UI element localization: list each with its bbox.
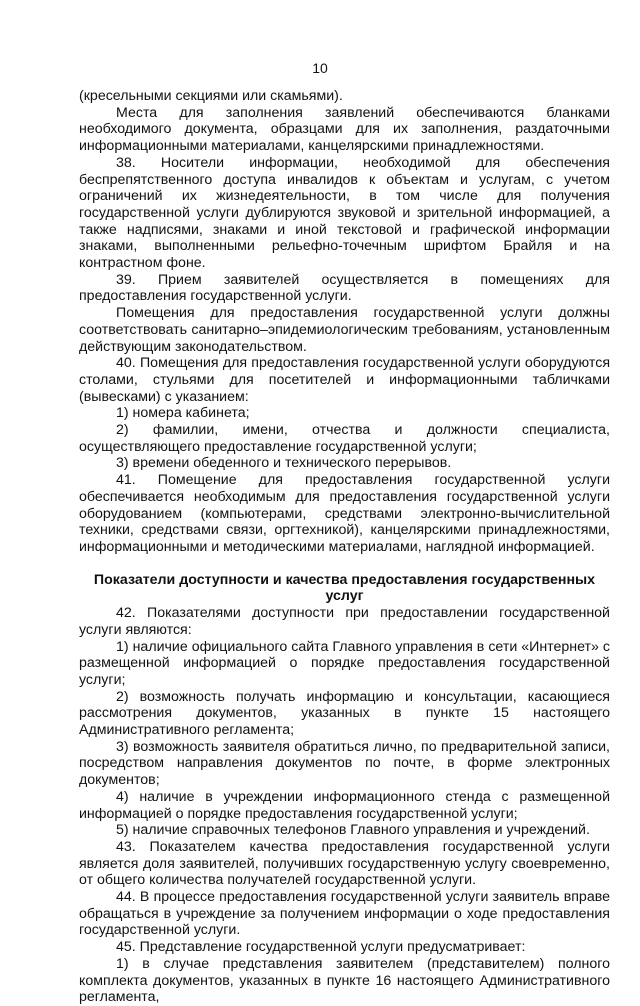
list-item: 4) наличие в учреждении информационного стенда с размещенной информацией о порядке предоставления государственной услуги;	[79, 788, 610, 822]
list-item: 2) возможность получать информацию и консультации, касающиеся рассмотрения документов, указанных в пункте 15 настоящего Административного регламента;	[79, 688, 610, 739]
paragraph: 45. Представление государственной услуги предусматривает:	[116, 939, 526, 956]
paragraph: Помещения для предоставления государственной услуги должны соответствовать санитарно–эпидемиологическим требованиям, установленным действующим законодательством.	[79, 305, 610, 355]
paragraph: 39. Прием заявителей осуществляется в помещениях для предоставления государственной услуги.	[79, 271, 610, 305]
list-item: 3) времени обеденного и технического перерывов.	[116, 455, 452, 472]
paragraph: 41. Помещение для предоставления государственной услуги обеспечивается необходимым для предоставления государственной услуги оборудованием (компьютерами, средствами электронно-вычислительной техники, средствами связи, оргтехникой), канцелярскими принадлежностями, информационными и методическими материалами, наглядной информацией.	[79, 472, 610, 555]
document-body	[79, 88, 610, 1006]
list-item: 2) фамилии, имени, отчества и должности специалиста, осуществляющего предоставление государственной услуги;	[79, 422, 610, 455]
paragraph: 44. В процессе предоставления государственной услуги заявитель вправе обращаться в учреждение за получением информации о ходе предоставления государственной услуги.	[79, 889, 610, 939]
paragraph: Места для заполнения заявлений обеспечиваются бланками необходимого документа, образцами для их заполнения, раздаточными информационными материалами, канцелярскими принадлежностями.	[79, 104, 610, 155]
list-item: 1) номера кабинета;	[116, 405, 250, 422]
paragraph: 42. Показателями доступности при предоставлении государственной услуги являются:	[79, 605, 610, 638]
paragraph: 38. Носители информации, необходимой для обеспечения беспрепятственного доступа инвалидов к объектам и услугам, с учетом ограничений их жизнедеятельности, в том числе для получения государственной услуги дублируются звуковой и зрительной информацией, а также надписями, знаками и иной текстовой и графической информации знаками, выполненными рельефно-точечным шрифтом Брайля и на контрастном фоне.	[79, 154, 610, 272]
paragraph: 40. Помещения для предоставления государственной услуги оборудуются столами, стульями для посетителей и информационными табличками (вывесками) с указанием:	[79, 355, 610, 405]
list-item: 1) в случае представления заявителем (представителем) полного комплекта документов, указанных в пункте 16 настоящего Административного регламента,	[79, 955, 610, 1006]
section-heading: Показатели доступности и качества предоставления государственных услуг	[93, 571, 596, 605]
list-item: 1) наличие официального сайта Главного управления в сети «Интернет» с размещенной информацией о порядке предоставления государственной услуги;	[79, 638, 610, 688]
list-item: 5) наличие справочных телефонов Главного управления и учреждений.	[116, 822, 590, 839]
page-number: 10	[312, 60, 328, 76]
paragraph: 43. Показателем качества предоставления государственной услуги является доля заявителей, получивших государственную услугу своевременно, от общего количества получателей государственной услуги.	[79, 838, 610, 889]
list-item: 3) возможность заявителя обратиться лично, по предварительной записи, посредством направления документов по почте, в форме электронных документов;	[79, 738, 610, 789]
paragraph: (кресельными секциями или скамьями).	[79, 88, 343, 104]
